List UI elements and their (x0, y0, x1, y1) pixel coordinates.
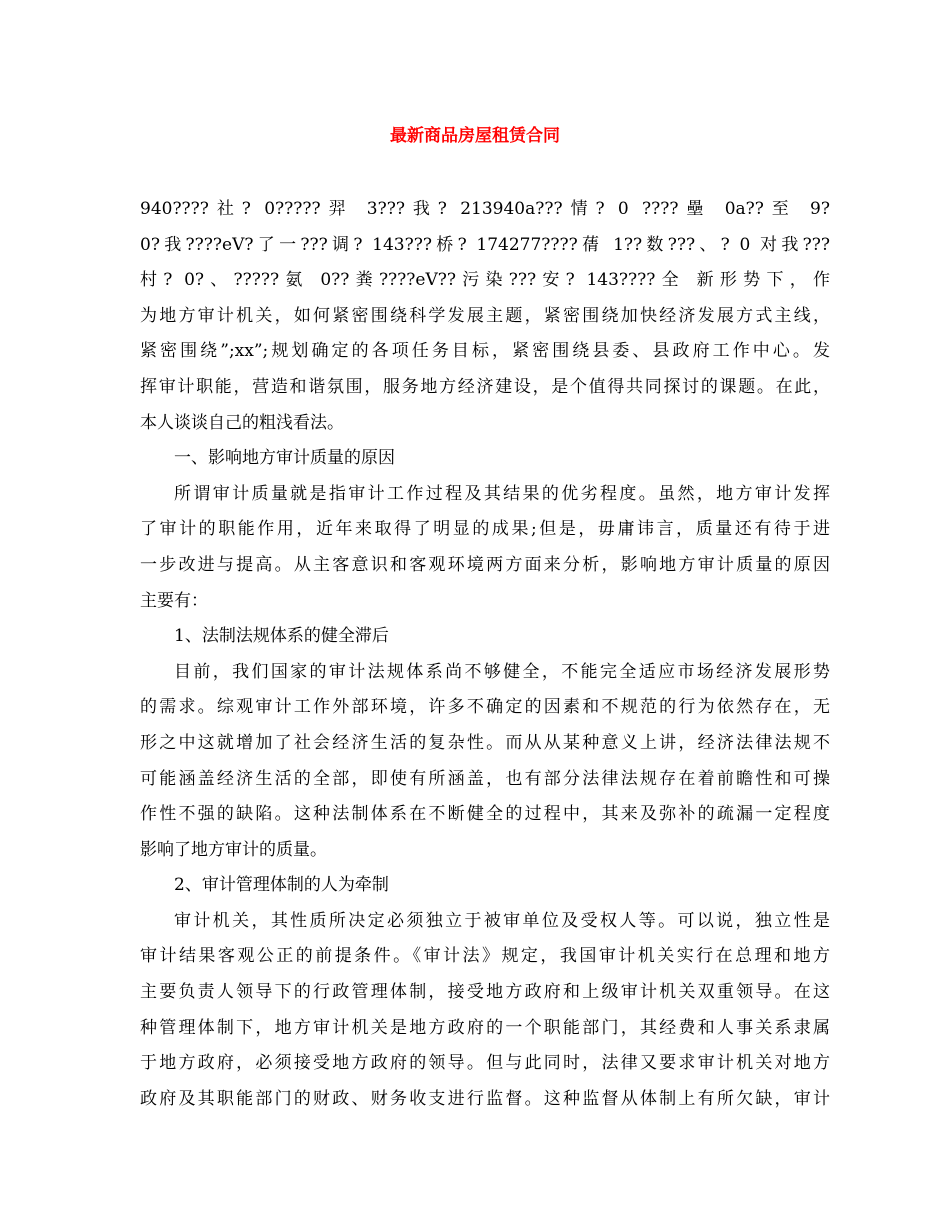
body-line: 形之中这就增加了社会经济生活的复杂性。而从从某种意义上讲，经济法律法规不 (140, 732, 830, 753)
body-line: 2、审计管理体制的人为牵制 (174, 875, 389, 896)
body-line: 主要有： (140, 590, 208, 611)
body-line: 目前，我们国家的审计法规体系尚不够健全，不能完全适应市场经济发展形势 (174, 661, 830, 682)
body-line: 所谓审计质量就是指审计工作过程及其结果的优劣程度。虽然，地方审计发挥 (174, 483, 830, 504)
body-line: 审计结果客观公正的前提条件。《审计法》规定，我国审计机关实行在总理和地方 (140, 946, 830, 967)
body-line: 940????社? 0?????羿 3???我? 213940a???情? 0 ????壘 0a??至 9? (140, 199, 830, 219)
document-title: 最新商品房屋租赁合同 (390, 126, 560, 146)
body-line: 一步改进与提高。从主客意识和客观环境两方面来分析，影响地方审计质量的原因 (140, 554, 830, 575)
body-line: 0?我????eV?了一???调? 143???桥? 174277????蒨 1??数???、? 0 对我??? (140, 234, 830, 255)
body-line: 于地方政府，必须接受地方政府的领导。但与此同时，法律又要求审计机关对地方 (140, 1053, 830, 1074)
body-line: 紧密围绕”;xx”;规划确定的各项任务目标，紧密围绕县委、县政府工作中心。发 (140, 341, 830, 362)
body-line: 本人谈谈自己的粗浅看法。 (140, 412, 344, 433)
body-line: 影响了地方审计的质量。 (140, 839, 327, 860)
body-line: 一、影响地方审计质量的原因 (174, 448, 395, 469)
body-line: 作性不强的缺陷。这种法制体系在不断健全的过程中，其来及弥补的疏漏一定程度 (140, 804, 830, 825)
body-line: 可能涵盖经济生活的全部，即使有所涵盖，也有部分法律法规存在着前瞻性和可操 (140, 768, 830, 789)
body-line: 的需求。综观审计工作外部环境，许多不确定的因素和不规范的行为依然存在，无 (140, 697, 830, 718)
body-line: 审计机关，其性质所决定必须独立于被审单位及受权人等。可以说，独立性是 (174, 910, 830, 931)
body-line: 政府及其职能部门的财政、财务收支进行监督。这种监督从体制上有所欠缺，审计 (140, 1088, 830, 1109)
body-line: 为地方审计机关，如何紧密围绕科学发展主题，紧密围绕加快经济发展方式主线， (140, 305, 830, 326)
body-line: 村? 0?、?????氨 0??粪????eV??污染???安? 143????全 新形势下，作 (140, 270, 830, 291)
body-line: 种管理体制下，地方审计机关是地方政府的一个职能部门，其经费和人事关系隶属 (140, 1017, 830, 1038)
body-line: 了审计的职能作用，近年来取得了明显的成果;但是，毋庸讳言，质量还有待于进 (140, 519, 830, 540)
body-line: 挥审计职能，营造和谐氛围，服务地方经济建设，是个值得共同探讨的课题。在此， (140, 376, 830, 397)
body-line: 1、法制法规体系的健全滞后 (174, 626, 389, 647)
body-line: 主要负责人领导下的行政管理体制，接受地方政府和上级审计机关双重领导。在这 (140, 982, 830, 1003)
document-body (140, 192, 830, 1117)
